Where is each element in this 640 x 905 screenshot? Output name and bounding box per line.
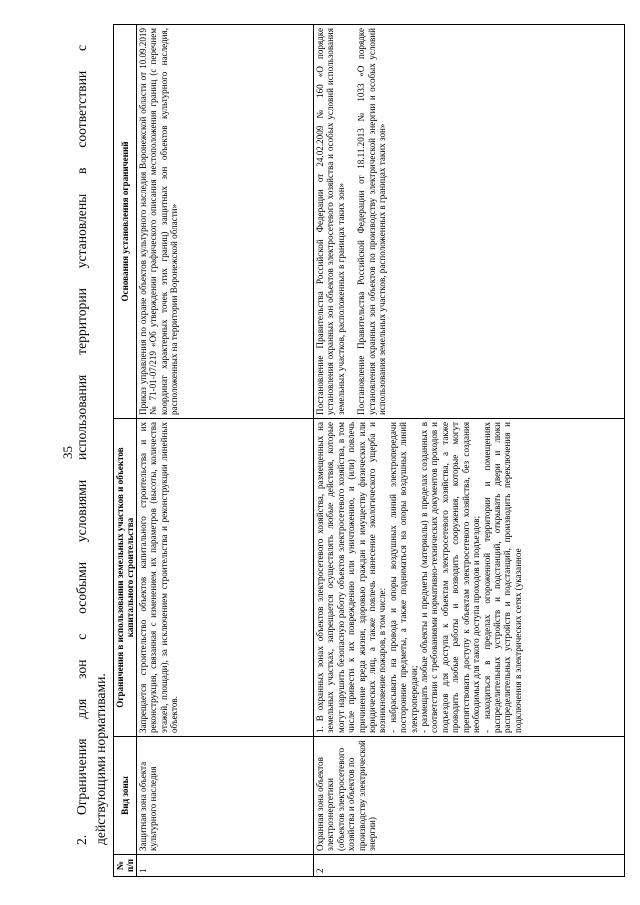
header-zone: Вид зоны (114, 737, 137, 855)
restriction-paragraph: - набрасывать на провода и опоры воздушных линий электропередачи посторонние предметы, а также подниматься на опоры воздушных линий электропередачи; (387, 422, 419, 733)
row-num: 2 (314, 855, 625, 877)
basis-paragraph: Приказ управления по охране объектов культурного наследия Воронежской области от 10.09.2019 № 71-01-07/219 «Об утверждении графического описания местоположения границ (с перечнем координат характерных точек этих границ) защитных зон объектов культурного наследия, расположенных на территории Воронежской области» (138, 28, 180, 415)
header-num: № п/п (114, 855, 137, 877)
row-num: 1 (137, 855, 314, 877)
row-zone: Охранная зона объектов электроэнергетики (объектов электросетевого хозяйства и объектов по производству электрической энергии) (314, 737, 625, 855)
header-basis: Основания установления ограничений (114, 25, 137, 419)
table-header-row (114, 25, 137, 877)
table-row (314, 25, 625, 877)
section-heading (72, 45, 110, 845)
basis-paragraph: Постановление Правительства Российской Федерации от 24.02.2009 № 160 «О порядке установления охранных зон объектов электросетевого хозяйства и особых условий использования земельных участков, расположенных в границах таких зон» (315, 28, 346, 415)
restriction-paragraph: - находиться в пределах огороженной территории и помещениях распределительных устройств и подстанций, открывать двери и люки распределительных устройств и подстанций, производить переключения и подключения в электрических сетях (указанное (481, 422, 523, 733)
heading-line-1: 2. Ограничения для зон с особыми условиями использования территории установлены в соответствии с (74, 45, 89, 845)
row-restrictions (137, 419, 314, 737)
row-basis (137, 25, 314, 419)
table-row (137, 25, 314, 877)
row-zone: Защитная зона объекта культурного наследия (137, 737, 314, 855)
row-basis (314, 25, 625, 419)
restriction-paragraph: Запрещается строительство объектов капитального строительства и их реконструкция, связанная с изменением их параметров (высоты, количества этажей, площади), за исключением строительства и реконструкции линейных объектов. (138, 422, 180, 733)
row-restrictions (314, 419, 625, 737)
restriction-paragraph: - размещать любые объекты и предметы (материалы) в пределах созданных в соответствии с требованиями нормативно-технических документов проходов и подъездов для доступа к объектам электросетевого хозяйства, а также проводить любые работы и возводить сооружения, которые могут препятствовать доступу к объектам электросетевого хозяйства, без создания необходимых для такого доступа проходов и подъездов; (419, 422, 482, 733)
restrictions-table (113, 24, 625, 877)
header-restrictions: Ограничения в использовании земельных участков и объектов капитального строительства (114, 419, 137, 737)
basis-paragraph: Постановление Правительства Российской Федерации от 18.11.2013 № 1033 «О порядке установления охранных зон объектов по производству электрической энергии и особых условий использования земельных участков, расположенных в границах таких зон» (356, 28, 388, 415)
heading-line-2: действующими нормативами. (93, 673, 108, 845)
page-number: 35 (60, 446, 75, 459)
restriction-paragraph: 1. В охранных зонах объектов электросетевого хозяйства, размещенных на земельных участках, запрещается осуществлять любые действия, которые могут нарушить безопасную работу объектов электросетевого хозяйства, в том числе привести к их повреждению или уничтожению, и (или) повлечь причинение вреда жизни, здоровью граждан и имуществу физических или юридических лиц, а также повлечь нанесение экологического ущерба и возникновение пожаров, в том числе: (315, 422, 388, 733)
